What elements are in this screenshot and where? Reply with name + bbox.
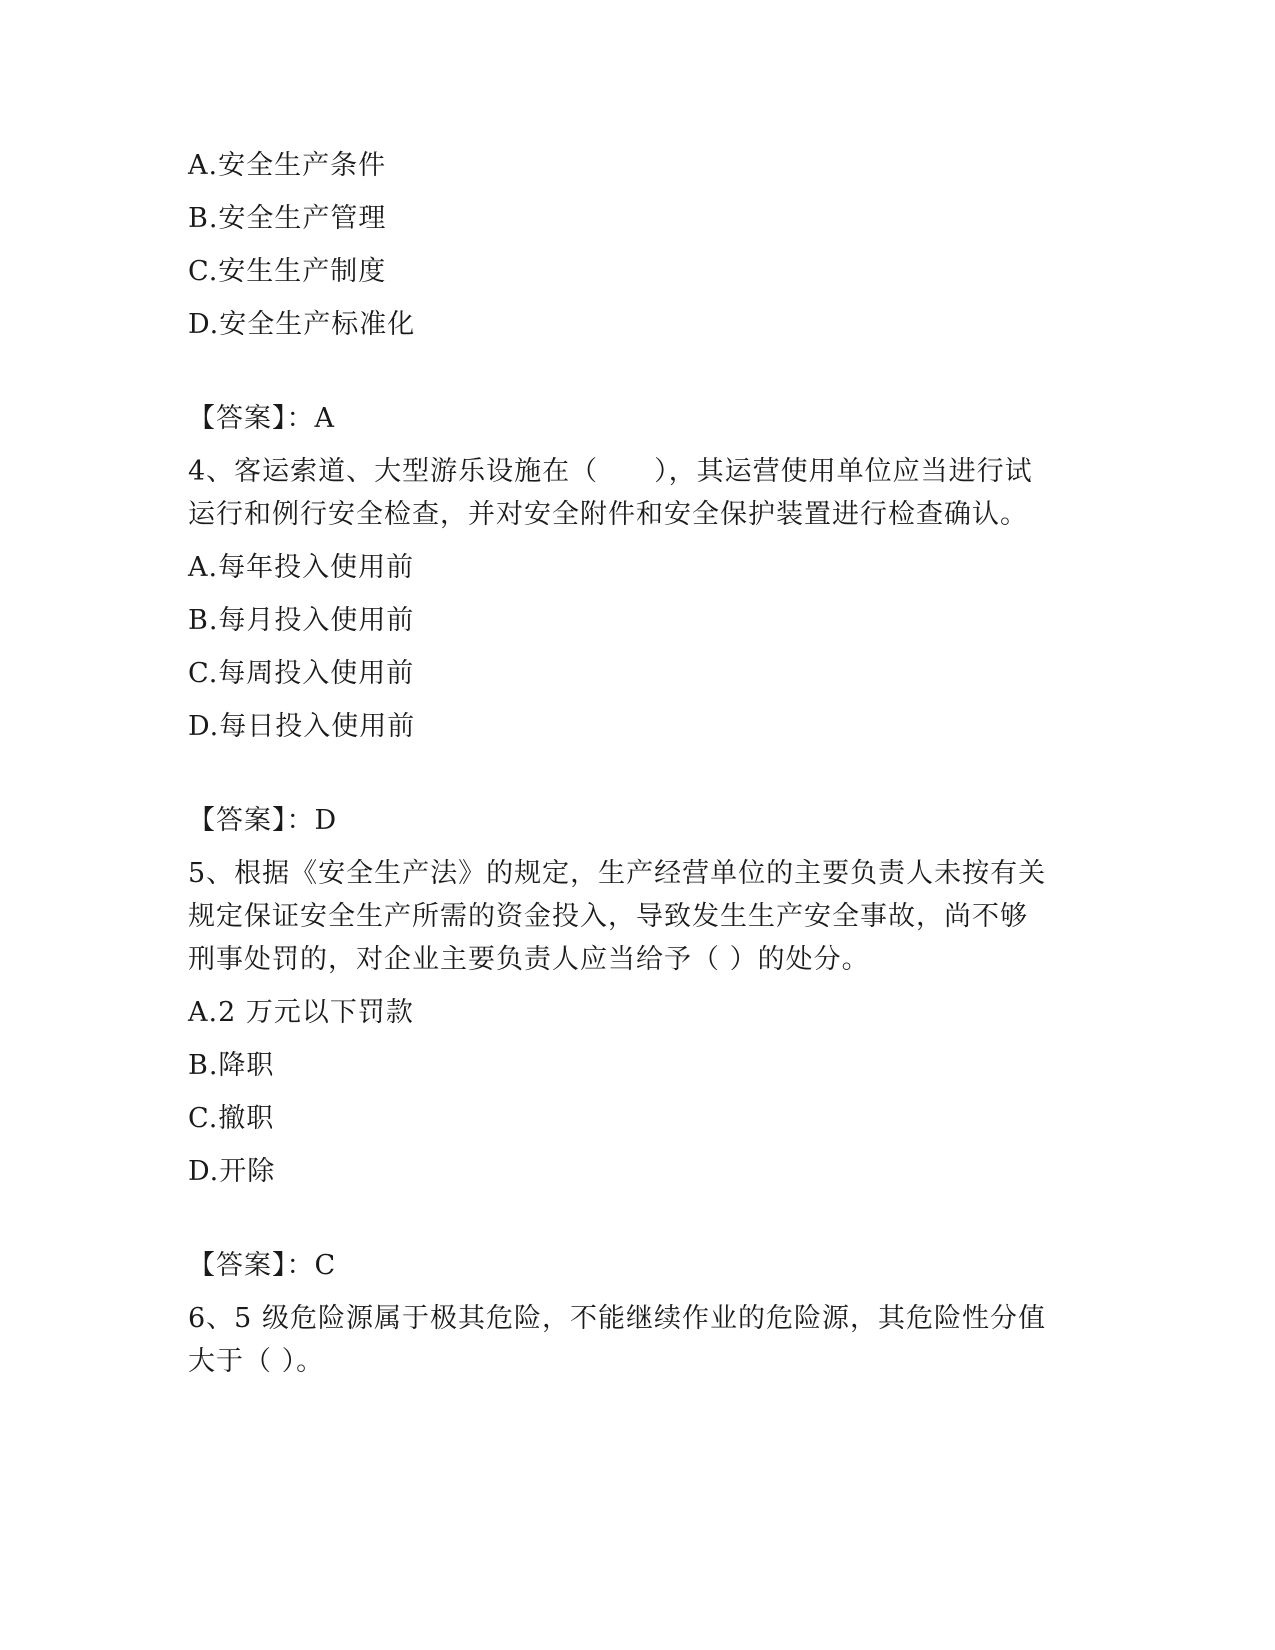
q4-question-line-1: 4、客运索道、大型游乐设施在（ ），其运营使用单位应当进行试: [188, 456, 1033, 487]
q5-question-line-1: 5、根据《安全生产法》的规定，生产经营单位的主要负责人未按有关: [188, 858, 1047, 889]
q5-option-c: C.撤职: [188, 1103, 275, 1134]
q3-option-b: B.安全生产管理: [188, 203, 387, 234]
q3-answer: 【答案】：A: [188, 403, 335, 434]
q5-option-b: B.降职: [188, 1050, 275, 1081]
q4-option-d: D.每日投入使用前: [188, 711, 416, 742]
q5-question-line-2: 规定保证安全生产所需的资金投入，导致发生生产安全事故，尚不够: [188, 901, 1028, 932]
q4-option-b: B.每月投入使用前: [188, 605, 415, 636]
q6-question-line-1: 6、5 级危险源属于极其危险，不能继续作业的危险源，其危险性分值: [188, 1303, 1046, 1334]
q5-option-d: D.开除: [188, 1156, 276, 1187]
q6-question-line-2: 大于（ ）。: [188, 1346, 325, 1377]
q4-answer: 【答案】：D: [188, 805, 338, 836]
q5-option-a: A.2 万元以下罚款: [188, 997, 414, 1028]
q3-option-d: D.安全生产标准化: [188, 309, 416, 340]
q4-option-a: A.每年投入使用前: [188, 552, 415, 583]
q5-question-line-3: 刑事处罚的，对企业主要负责人应当给予（ ）的处分。: [188, 944, 870, 975]
q4-question-line-2: 运行和例行安全检查，并对安全附件和安全保护装置进行检查确认。: [188, 499, 1028, 530]
q3-option-a: A.安全生产条件: [188, 150, 387, 181]
q3-option-c: C.安生生产制度: [188, 256, 387, 287]
q5-answer: 【答案】：C: [188, 1250, 337, 1281]
q4-option-c: C.每周投入使用前: [188, 658, 415, 689]
